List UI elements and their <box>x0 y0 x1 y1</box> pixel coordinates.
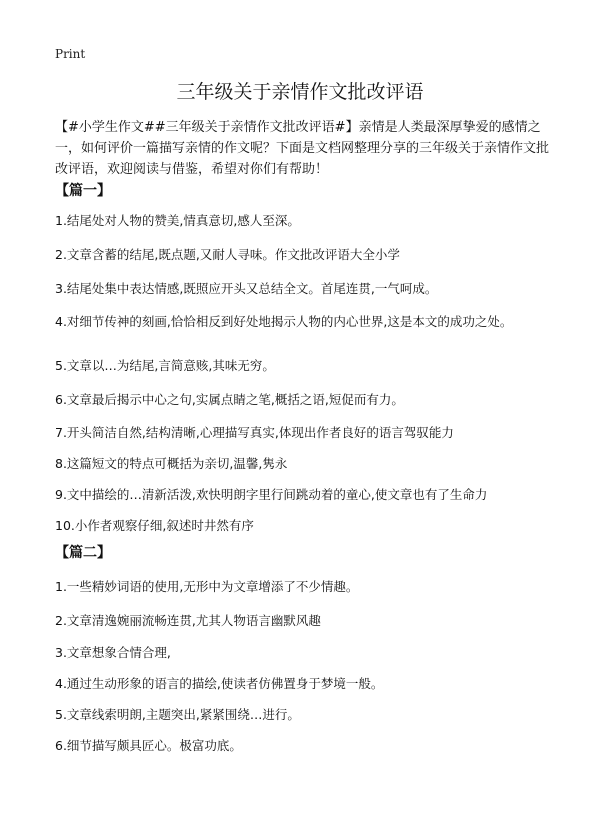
comment-item: 2.文章清逸婉丽流畅连贯,尤其人物语言幽默风趣 <box>55 613 321 628</box>
comment-item: 1.结尾处对人物的赞美,情真意切,感人至深。 <box>55 213 300 228</box>
comment-item: 4.对细节传神的刻画,恰恰相反到好处地揭示人物的内心世界,这是本文的成功之处。 <box>55 314 513 329</box>
intro-paragraph: 【#小学生作文##三年级关于亲情作文批改评语#】亲情是人类最深厚挚爱的感情之一，如何评价一篇描写亲情的作文呢？下面是文档网整理分享的三年级关于亲情作文批改评语，欢迎阅读与借鉴，希望对你们有帮助！ <box>55 120 550 177</box>
section-heading-2: 【篇二】 <box>55 545 111 561</box>
document-title: 三年级关于亲情作文批改评语 <box>176 81 424 103</box>
comment-item: 3.文章想象合情合理, <box>55 645 171 660</box>
comment-item: 3.结尾处集中表达情感,既照应开头又总结全文。首尾连贯,一气呵成。 <box>55 281 438 296</box>
comment-item: 5.文章以…为结尾,言简意赅,其味无穷。 <box>55 358 275 373</box>
comment-item: 6.细节描写颇具匠心。极富功底。 <box>55 738 242 753</box>
comment-item: 9.文中描绘的…清新活泼,欢快明朗字里行间跳动着的童心,使文章也有了生命力 <box>55 487 488 502</box>
comment-item: 4.通过生动形象的语言的描绘,使读者仿佛置身于梦境一般。 <box>55 676 384 691</box>
comment-item: 2.文章含蓄的结尾,既点题,又耐人寻味。作文批改评语大全小学 <box>55 247 400 262</box>
comment-item: 5.文章线索明朗,主题突出,紧紧围绕…进行。 <box>55 707 300 722</box>
comment-item: 1.一些精妙词语的使用,无形中为文章增添了不少情趣。 <box>55 579 359 594</box>
comment-item: 8.这篇短文的特点可概括为亲切,温馨,隽永 <box>55 456 288 471</box>
comment-item: 7.开头简洁自然,结构清晰,心理描写真实,体现出作者良好的语言驾驭能力 <box>55 425 454 440</box>
comment-item: 10.小作者观察仔细,叙述时井然有序 <box>55 518 254 533</box>
section-heading-1: 【篇一】 <box>55 183 111 199</box>
print-link[interactable]: Print <box>55 47 86 61</box>
comment-item: 6.文章最后揭示中心之句,实属点睛之笔,概括之语,短促而有力。 <box>55 392 404 407</box>
